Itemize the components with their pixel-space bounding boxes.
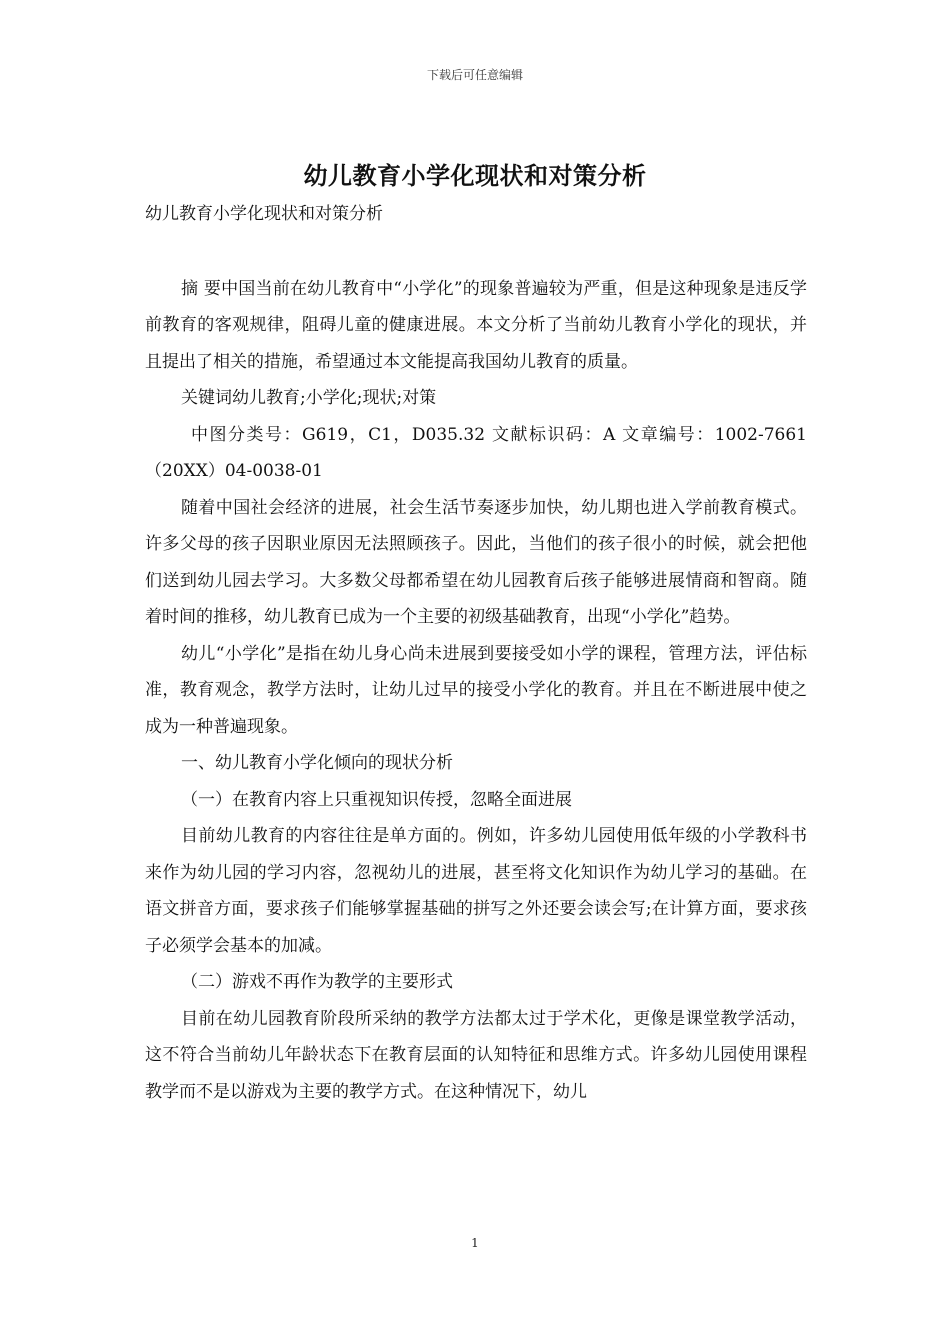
abstract-paragraph: 摘 要中国当前在幼儿教育中“小学化”的现象普遍较为严重，但是这种现象是违反学前教育的客观规律，阻碍儿童的健康进展。本文分析了当前幼儿教育小学化的现状，并且提出了相关的措施，希望通过本文能提高我国幼儿教育的质量。 [145,278,807,372]
keywords-line: 关键词幼儿教育;小学化;现状;对策 [181,388,437,408]
body-paragraph: 幼儿“小学化”是指在幼儿身心尚未进展到要接受如小学的课程，管理方法，评估标准，教育观念，教学方法时，让幼儿过早的接受小学化的教育。并且在不断进展中使之成为一种普遍现象。 [145,643,807,737]
section-heading: 一、幼儿教育小学化倾向的现状分析 [181,753,453,773]
document-subtitle: 幼儿教育小学化现状和对策分析 [145,204,383,224]
subsection-heading: （一）在教育内容上只重视知识传授，忽略全面进展 [181,789,572,810]
page-number: 1 [471,1236,479,1250]
body-paragraph: 目前幼儿教育的内容往往是单方面的。例如，许多幼儿园使用低年级的小学教科书来作为幼儿园的学习内容，忽视幼儿的进展，甚至将文化知识作为幼儿学习的基础。在语文拼音方面，要求孩子们能够掌握基础的拼写之外还要会读会写;在计算方面，要求孩子必须学会基本的加减。 [145,826,807,956]
document-title: 幼儿教育小学化现状和对策分析 [303,162,647,190]
document-body [145,196,807,1110]
body-paragraph: 目前在幼儿园教育阶段所采纳的教学方法都太过于学术化，更像是课堂教学活动，这不符合当前幼儿年龄状态下在教育层面的认知特征和思维方式。许多幼儿园使用课程教学而不是以游戏为主要的教学方式。在这种情况下，幼儿 [145,1008,807,1102]
subsection-heading: （二）游戏不再作为教学的主要形式 [181,972,453,992]
body-paragraph: 随着中国社会经济的进展，社会生活节奏逐步加快，幼儿期也进入学前教育模式。许多父母的孩子因职业原因无法照顾孩子。因此，当他们的孩子很小的时候，就会把他们送到幼儿园去学习。大多数父母都希望在幼儿园教育后孩子能够进展情商和智商。随着时间的推移，幼儿教育已成为一个主要的初级基础教育，出现“小学化”趋势。 [145,497,807,627]
header-note: 下载后可任意编辑 [426,68,523,82]
classification-line: 中图分类号：G619，C1，D035.32 文献标识码：A 文章编号：1002-7661（20XX）04-0038-01 [145,424,807,481]
